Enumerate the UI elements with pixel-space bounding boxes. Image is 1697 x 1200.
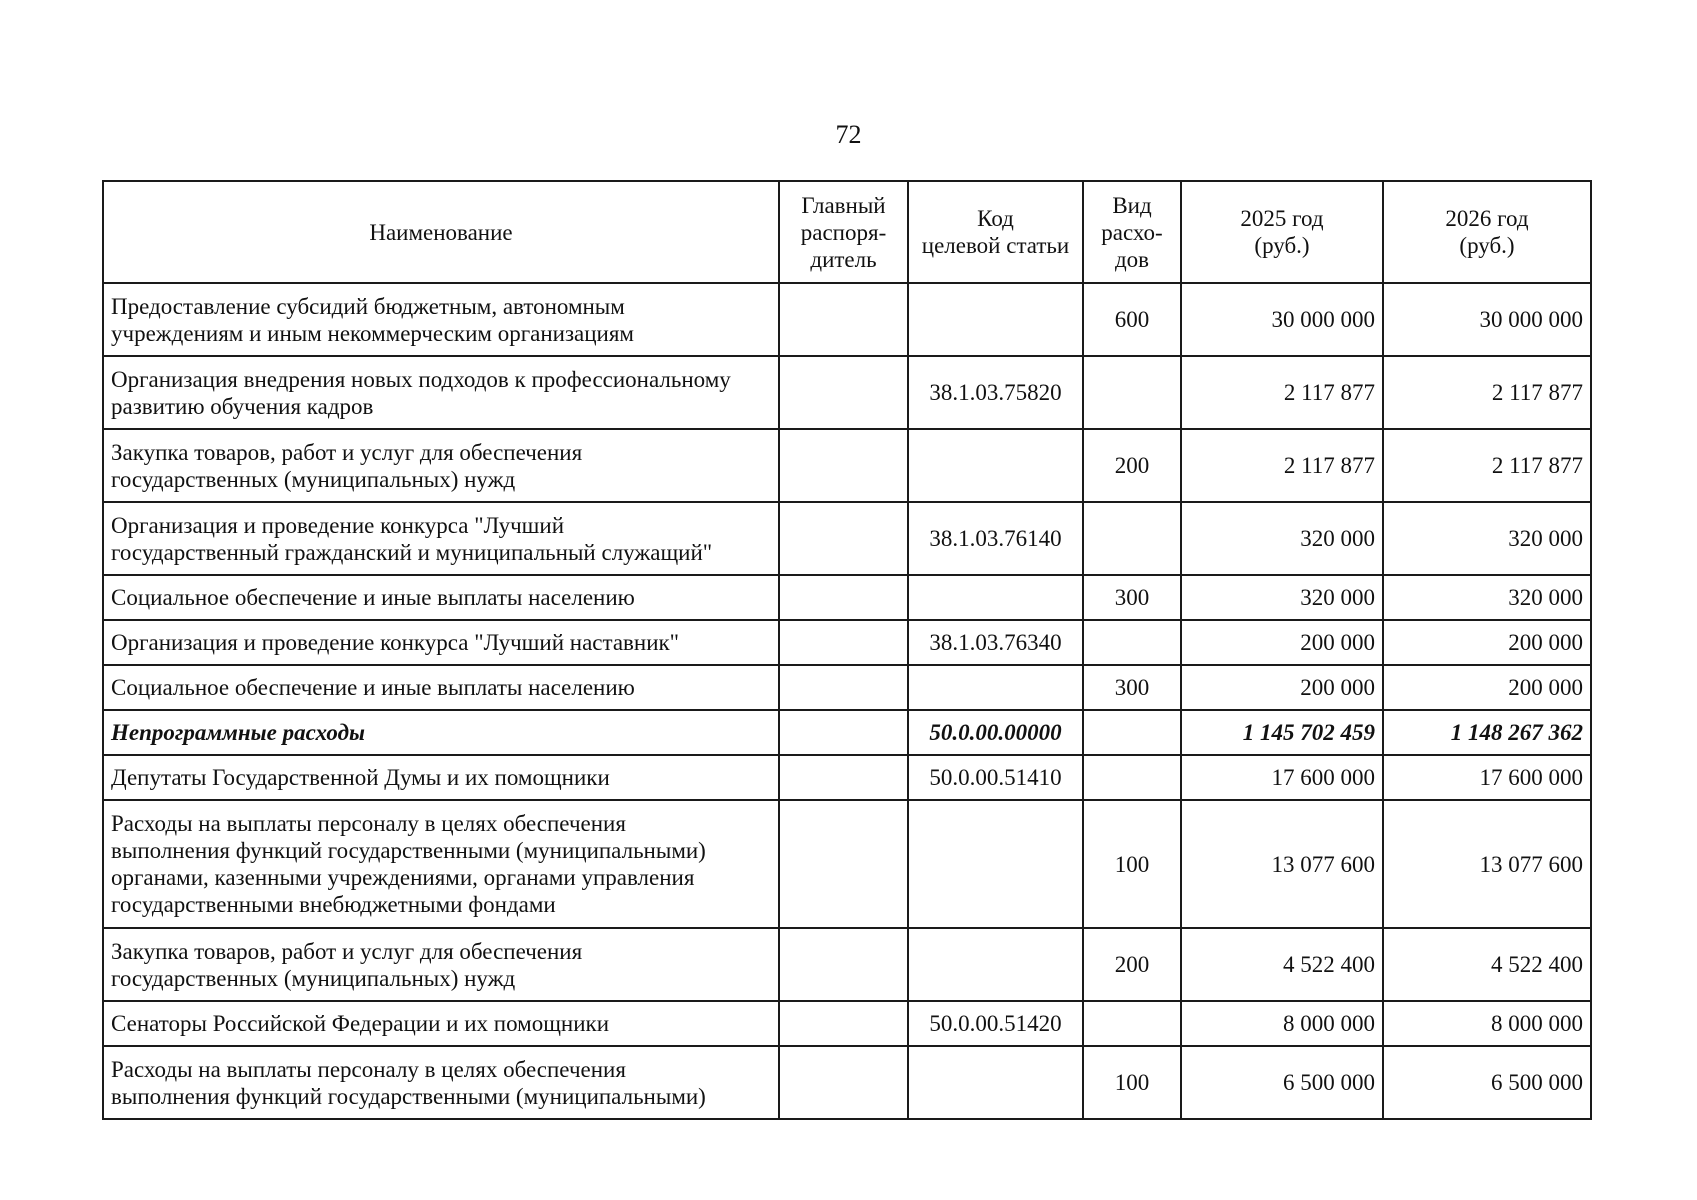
- cell-target-code: 38.1.03.76340: [908, 620, 1083, 665]
- cell-amount-2025: 200 000: [1181, 620, 1383, 665]
- cell-amount-2025: 2 117 877: [1181, 356, 1383, 429]
- table-row: [103, 710, 1591, 755]
- cell-name: Предоставление субсидий бюджетным, автономным учреждениям и иным некоммерческим организациям: [103, 283, 779, 356]
- cell-name: Закупка товаров, работ и услуг для обеспечения государственных (муниципальных) нужд: [103, 928, 779, 1001]
- table-row: [103, 1046, 1591, 1119]
- cell-name: Закупка товаров, работ и услуг для обеспечения государственных (муниципальных) нужд: [103, 429, 779, 502]
- cell-amount-2025: 320 000: [1181, 502, 1383, 575]
- cell-target-code: [908, 928, 1083, 1001]
- cell-amount-2025: 30 000 000: [1181, 283, 1383, 356]
- cell-name: Организация и проведение конкурса "Лучший наставник": [103, 620, 779, 665]
- cell-amount-2025: 2 117 877: [1181, 429, 1383, 502]
- cell-target-code: 50.0.00.51410: [908, 755, 1083, 800]
- cell-manager: [779, 928, 908, 1001]
- cell-target-code: [908, 800, 1083, 928]
- header-name: Наименование: [103, 181, 779, 283]
- table-row: [103, 429, 1591, 502]
- cell-amount-2026: 320 000: [1383, 575, 1591, 620]
- cell-amount-2025: 6 500 000: [1181, 1046, 1383, 1119]
- cell-name: Социальное обеспечение и иные выплаты населению: [103, 575, 779, 620]
- cell-expense-type: [1083, 755, 1181, 800]
- header-2026: 2026 год (руб.): [1383, 181, 1591, 283]
- cell-name: Депутаты Государственной Думы и их помощники: [103, 755, 779, 800]
- table-row: [103, 928, 1591, 1001]
- header-expense-type: Вид расхо- дов: [1083, 181, 1181, 283]
- table-row: [103, 620, 1591, 665]
- cell-name: Сенаторы Российской Федерации и их помощники: [103, 1001, 779, 1046]
- cell-amount-2025: 320 000: [1181, 575, 1383, 620]
- cell-amount-2025: 17 600 000: [1181, 755, 1383, 800]
- cell-amount-2026: 30 000 000: [1383, 283, 1591, 356]
- cell-amount-2025: 13 077 600: [1181, 800, 1383, 928]
- cell-amount-2026: 1 148 267 362: [1383, 710, 1591, 755]
- cell-manager: [779, 283, 908, 356]
- cell-expense-type: [1083, 356, 1181, 429]
- cell-amount-2025: 1 145 702 459: [1181, 710, 1383, 755]
- table-row: [103, 755, 1591, 800]
- cell-amount-2026: 200 000: [1383, 665, 1591, 710]
- header-target-code: Код целевой статьи: [908, 181, 1083, 283]
- cell-target-code: [908, 429, 1083, 502]
- cell-manager: [779, 1001, 908, 1046]
- cell-manager: [779, 755, 908, 800]
- table-row: [103, 800, 1591, 928]
- header-manager: Главный распоря- дитель: [779, 181, 908, 283]
- cell-manager: [779, 575, 908, 620]
- cell-manager: [779, 356, 908, 429]
- cell-expense-type: 200: [1083, 928, 1181, 1001]
- cell-manager: [779, 800, 908, 928]
- cell-manager: [779, 665, 908, 710]
- cell-name: Социальное обеспечение и иные выплаты населению: [103, 665, 779, 710]
- cell-name: Расходы на выплаты персоналу в целях обеспечения выполнения функций государственными (муниципальными): [103, 1046, 779, 1119]
- cell-amount-2026: 17 600 000: [1383, 755, 1591, 800]
- cell-amount-2026: 2 117 877: [1383, 429, 1591, 502]
- cell-target-code: 38.1.03.75820: [908, 356, 1083, 429]
- cell-name: Расходы на выплаты персоналу в целях обеспечения выполнения функций государственными (муниципальными) органами, казенными учреждениями, органами управления государственными внебюджетными фондами: [103, 800, 779, 928]
- table-body: [103, 283, 1591, 1119]
- cell-expense-type: 100: [1083, 800, 1181, 928]
- cell-target-code: [908, 665, 1083, 710]
- page-number: 72: [835, 120, 862, 149]
- cell-target-code: 50.0.00.00000: [908, 710, 1083, 755]
- cell-target-code: 38.1.03.76140: [908, 502, 1083, 575]
- cell-expense-type: [1083, 1001, 1181, 1046]
- cell-manager: [779, 710, 908, 755]
- cell-target-code: 50.0.00.51420: [908, 1001, 1083, 1046]
- cell-expense-type: 300: [1083, 665, 1181, 710]
- cell-expense-type: 300: [1083, 575, 1181, 620]
- header-2025: 2025 год (руб.): [1181, 181, 1383, 283]
- cell-amount-2026: 4 522 400: [1383, 928, 1591, 1001]
- cell-manager: [779, 502, 908, 575]
- cell-amount-2026: 13 077 600: [1383, 800, 1591, 928]
- cell-amount-2026: 6 500 000: [1383, 1046, 1591, 1119]
- cell-expense-type: [1083, 502, 1181, 575]
- cell-target-code: [908, 1046, 1083, 1119]
- cell-amount-2025: 8 000 000: [1181, 1001, 1383, 1046]
- cell-amount-2026: 320 000: [1383, 502, 1591, 575]
- cell-target-code: [908, 575, 1083, 620]
- cell-name: Непрограммные расходы: [103, 710, 779, 755]
- cell-amount-2026: 8 000 000: [1383, 1001, 1591, 1046]
- cell-amount-2026: 2 117 877: [1383, 356, 1591, 429]
- table-header-row: [103, 181, 1591, 283]
- table-row: [103, 502, 1591, 575]
- cell-name: Организация и проведение конкурса "Лучший государственный гражданский и муниципальный служащий": [103, 502, 779, 575]
- cell-amount-2025: 200 000: [1181, 665, 1383, 710]
- cell-amount-2026: 200 000: [1383, 620, 1591, 665]
- table-row: [103, 356, 1591, 429]
- cell-manager: [779, 620, 908, 665]
- cell-expense-type: 100: [1083, 1046, 1181, 1119]
- cell-amount-2025: 4 522 400: [1181, 928, 1383, 1001]
- budget-table: [102, 180, 1592, 1120]
- cell-target-code: [908, 283, 1083, 356]
- table-row: [103, 283, 1591, 356]
- table-row: [103, 1001, 1591, 1046]
- cell-expense-type: 600: [1083, 283, 1181, 356]
- cell-expense-type: [1083, 710, 1181, 755]
- cell-expense-type: 200: [1083, 429, 1181, 502]
- table-row: [103, 575, 1591, 620]
- cell-manager: [779, 429, 908, 502]
- cell-manager: [779, 1046, 908, 1119]
- cell-expense-type: [1083, 620, 1181, 665]
- cell-name: Организация внедрения новых подходов к профессиональному развитию обучения кадров: [103, 356, 779, 429]
- table-row: [103, 665, 1591, 710]
